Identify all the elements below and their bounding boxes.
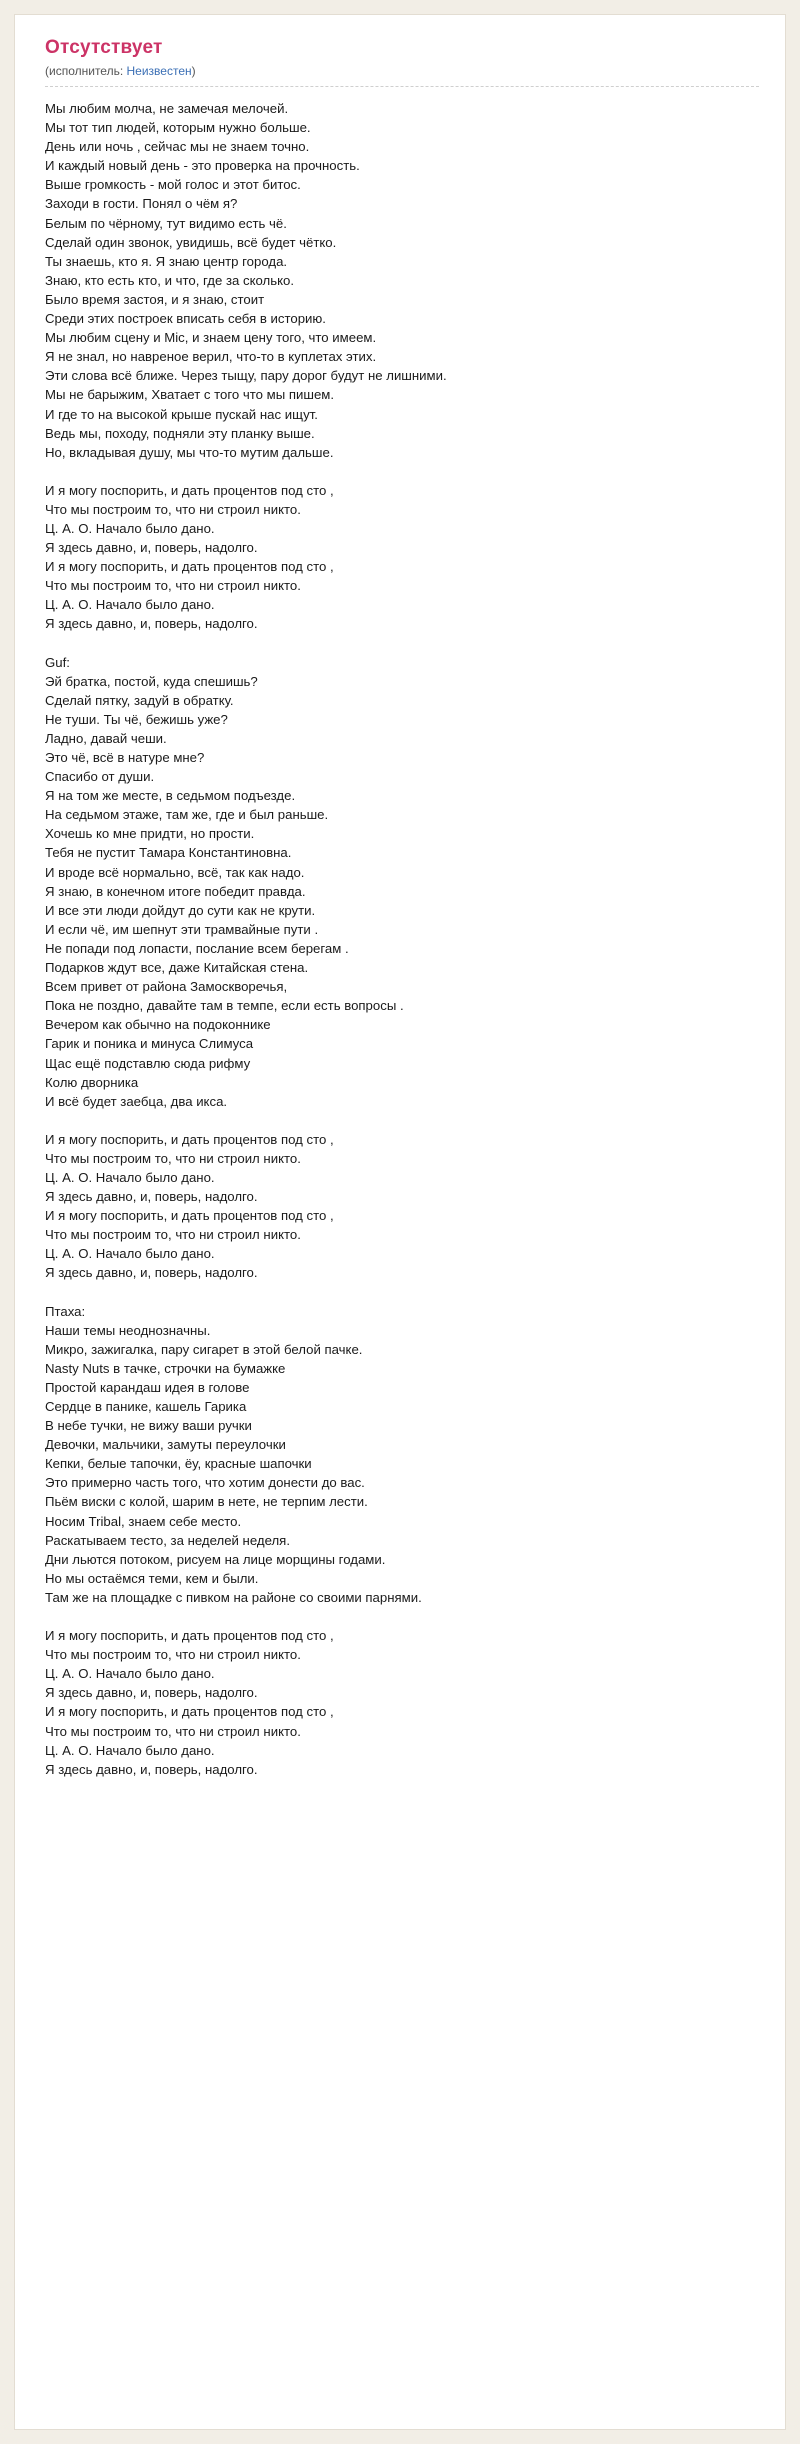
lyric-line: Я здесь давно, и, поверь, надолго.	[45, 1265, 258, 1281]
lyric-line: Простой карандаш идея в голове	[45, 1379, 250, 1395]
lyric-line: Я здесь давно, и, поверь, надолго.	[45, 616, 258, 632]
lyric-line: И я могу поспорить, и дать процентов под сто ,	[45, 1628, 334, 1644]
lyric-line: В небе тучки, не вижу ваши ручки	[45, 1418, 252, 1434]
artist-suffix-label: )	[191, 64, 196, 78]
lyric-line: Я на том же месте, в седьмом подъезде.	[45, 788, 296, 804]
lyric-line: Я здесь давно, и, поверь, надолго.	[45, 1761, 258, 1777]
lyric-line: Я знаю, в конечном итоге победит правда.	[45, 883, 306, 899]
lyric-line: Было время застоя, и я знаю, стоит	[45, 291, 265, 307]
lyric-line: Кепки, белые тапочки, ёу, красные шапочки	[45, 1456, 312, 1472]
lyrics-block	[45, 653, 759, 1111]
lyrics-block	[45, 1302, 759, 1608]
lyrics-block	[45, 1626, 759, 1779]
lyric-line: Эй братка, постой, куда спешишь?	[45, 673, 258, 689]
lyric-line: И каждый новый день - это проверка на прочность.	[45, 158, 360, 174]
lyric-line: Ц. А. О. Начало было дано.	[45, 520, 215, 536]
lyrics-card	[14, 14, 786, 2430]
lyrics-block	[45, 481, 759, 634]
lyric-line: Девочки, мальчики, замуты переулочки	[45, 1437, 286, 1453]
lyric-line: Это чё, всё в натуре мне?	[45, 750, 205, 765]
lyric-line: Хочешь ко мне придти, но прости.	[45, 826, 255, 842]
lyric-line: Мы не барыжим, Хватает с того что мы пишем.	[45, 387, 335, 403]
lyric-line: Колю дворника	[45, 1074, 139, 1090]
lyric-line: И я могу поспорить, и дать процентов под сто ,	[45, 559, 334, 575]
lyrics-block	[45, 1130, 759, 1283]
lyric-line: Выше громкость - мой голос и этот битос.	[45, 177, 301, 193]
lyric-line: Я здесь давно, и, поверь, надолго.	[45, 540, 258, 556]
lyric-line: Ц. А. О. Начало было дано.	[45, 1169, 215, 1185]
lyric-line: И где то на высокой крыше пускай нас ищут.	[45, 406, 318, 422]
lyric-line: Среди этих построек вписать себя в историю.	[45, 311, 326, 327]
lyric-line: Сделай один звонок, увидишь, всё будет чётко.	[45, 234, 337, 250]
lyric-line: Ц. А. О. Начало было дано.	[45, 1246, 215, 1262]
lyric-line: Знаю, кто есть кто, и что, где за сколько.	[45, 272, 295, 288]
lyric-line: Носим Tribal, знаем себе место.	[45, 1513, 242, 1529]
lyric-line: Ц. А. О. Начало было дано.	[45, 597, 215, 613]
lyric-line: И все эти люди дойдут до сути как не крути.	[45, 902, 316, 918]
lyric-line: И вроде всё нормально, всё, так как надо.	[45, 864, 305, 880]
lyric-line: Белым по чёрному, тут видимо есть чё.	[45, 215, 287, 231]
lyric-line: Что мы построим то, что ни строил никто.	[45, 578, 301, 594]
lyric-line: Вечером как обычно на подоконнике	[45, 1017, 271, 1033]
lyric-line: Птаха:	[45, 1303, 86, 1319]
lyric-line: Не попади под лопасти, послание всем берегам .	[45, 940, 349, 956]
artist-prefix-label: (исполнитель:	[45, 64, 124, 78]
lyric-line: Я здесь давно, и, поверь, надолго.	[45, 1685, 258, 1701]
lyric-line: Не туши. Ты чё, бежишь уже?	[45, 711, 228, 727]
lyric-line: Guf:	[45, 654, 70, 670]
lyric-line: Ц. А. О. Начало было дано.	[45, 1742, 215, 1758]
page-title: Отсутствует	[45, 37, 163, 58]
lyric-line: Nasty Nuts в тачке, строчки на бумажке	[45, 1360, 286, 1376]
lyric-line: Подарков ждут все, даже Китайская стена.	[45, 960, 309, 976]
artist-link[interactable]: Неизвестен	[126, 64, 192, 78]
lyric-line: Ведь мы, походу, подняли эту планку выше.	[45, 425, 315, 441]
lyric-line: Гарик и поника и минуса Слимуса	[45, 1036, 254, 1052]
lyric-line: Микро, зажигалка, пару сигарет в этой белой пачке.	[45, 1341, 363, 1357]
lyric-line: Ладно, давай чеши.	[45, 730, 167, 746]
lyric-line: Я не знал, но навреное верил, что-то в куплетах этих.	[45, 349, 377, 365]
lyric-line: И я могу поспорить, и дать процентов под сто ,	[45, 1131, 334, 1147]
lyric-line: Сердце в панике, кашель Гарика	[45, 1399, 247, 1414]
lyric-line: День или ночь , сейчас мы не знаем точно.	[45, 139, 310, 155]
lyric-line: Я здесь давно, и, поверь, надолго.	[45, 1189, 258, 1205]
lyric-line: Спасибо от души.	[45, 769, 155, 785]
lyrics-block	[45, 99, 759, 462]
lyric-line: На седьмом этаже, там же, где и был раньше.	[45, 807, 329, 823]
lyrics-body	[45, 99, 759, 1779]
lyric-line: И я могу поспорить, и дать процентов под сто ,	[45, 1208, 334, 1224]
artist-line	[45, 64, 759, 87]
lyric-line: Мы любим молча, не замечая мелочей.	[45, 101, 289, 116]
lyric-line: Что мы построим то, что ни строил никто.	[45, 1723, 301, 1739]
lyric-line: И если чё, им шепнут эти трамвайные пути .	[45, 921, 319, 937]
lyric-line: Щас ещё подставлю сюда рифму	[45, 1055, 251, 1071]
lyric-line: Но, вкладывая душу, мы что-то мутим дальше.	[45, 444, 334, 460]
lyric-line: Раскатываем тесто, за неделей неделя.	[45, 1532, 290, 1548]
lyric-line: Сделай пятку, задуй в обратку.	[45, 692, 234, 708]
lyric-line: Всем привет от района Замоскворечья,	[45, 979, 288, 995]
lyric-line: Что мы построим то, что ни строил никто.	[45, 1150, 301, 1166]
lyric-line: Ц. А. О. Начало было дано.	[45, 1666, 215, 1682]
lyric-line: Что мы построим то, что ни строил никто.	[45, 501, 301, 517]
lyric-line: Наши темы неоднозначны.	[45, 1322, 211, 1338]
lyric-line: Мы тот тип людей, которым нужно больше.	[45, 120, 311, 136]
lyric-line: Но мы остаёмся теми, кем и были.	[45, 1570, 259, 1586]
lyric-line: Заходи в гости. Понял о чём я?	[45, 196, 238, 212]
lyric-line: Эти слова всё ближе. Через тыщу, пару дорог будут не лишними.	[45, 368, 447, 384]
lyric-line: Дни льются потоком, рисуем на лице морщины годами.	[45, 1551, 386, 1567]
lyric-line: Что мы построим то, что ни строил никто.	[45, 1227, 301, 1243]
lyric-line: И я могу поспорить, и дать процентов под сто ,	[45, 1704, 334, 1720]
lyric-line: Тебя не пустит Тамара Константиновна.	[45, 845, 292, 861]
lyric-line: Мы любим сцену и Mic, и знаем цену того, что имеем.	[45, 330, 377, 346]
lyric-line: Пьём виски с колой, шарим в нете, не терпим лести.	[45, 1494, 368, 1510]
lyric-line: Что мы построим то, что ни строил никто.	[45, 1647, 301, 1663]
lyric-line: Ты знаешь, кто я. Я знаю центр города.	[45, 253, 288, 269]
lyric-line: Там же на площадке с пивком на районе со своими парнями.	[45, 1589, 422, 1605]
lyric-line: Это примерно часть того, что хотим донести до вас.	[45, 1475, 365, 1491]
lyric-line: И я могу поспорить, и дать процентов под сто ,	[45, 482, 334, 498]
lyric-line: Пока не поздно, давайте там в темпе, если есть вопросы .	[45, 998, 404, 1014]
lyric-line: И всё будет заебца, два икса.	[45, 1093, 228, 1109]
